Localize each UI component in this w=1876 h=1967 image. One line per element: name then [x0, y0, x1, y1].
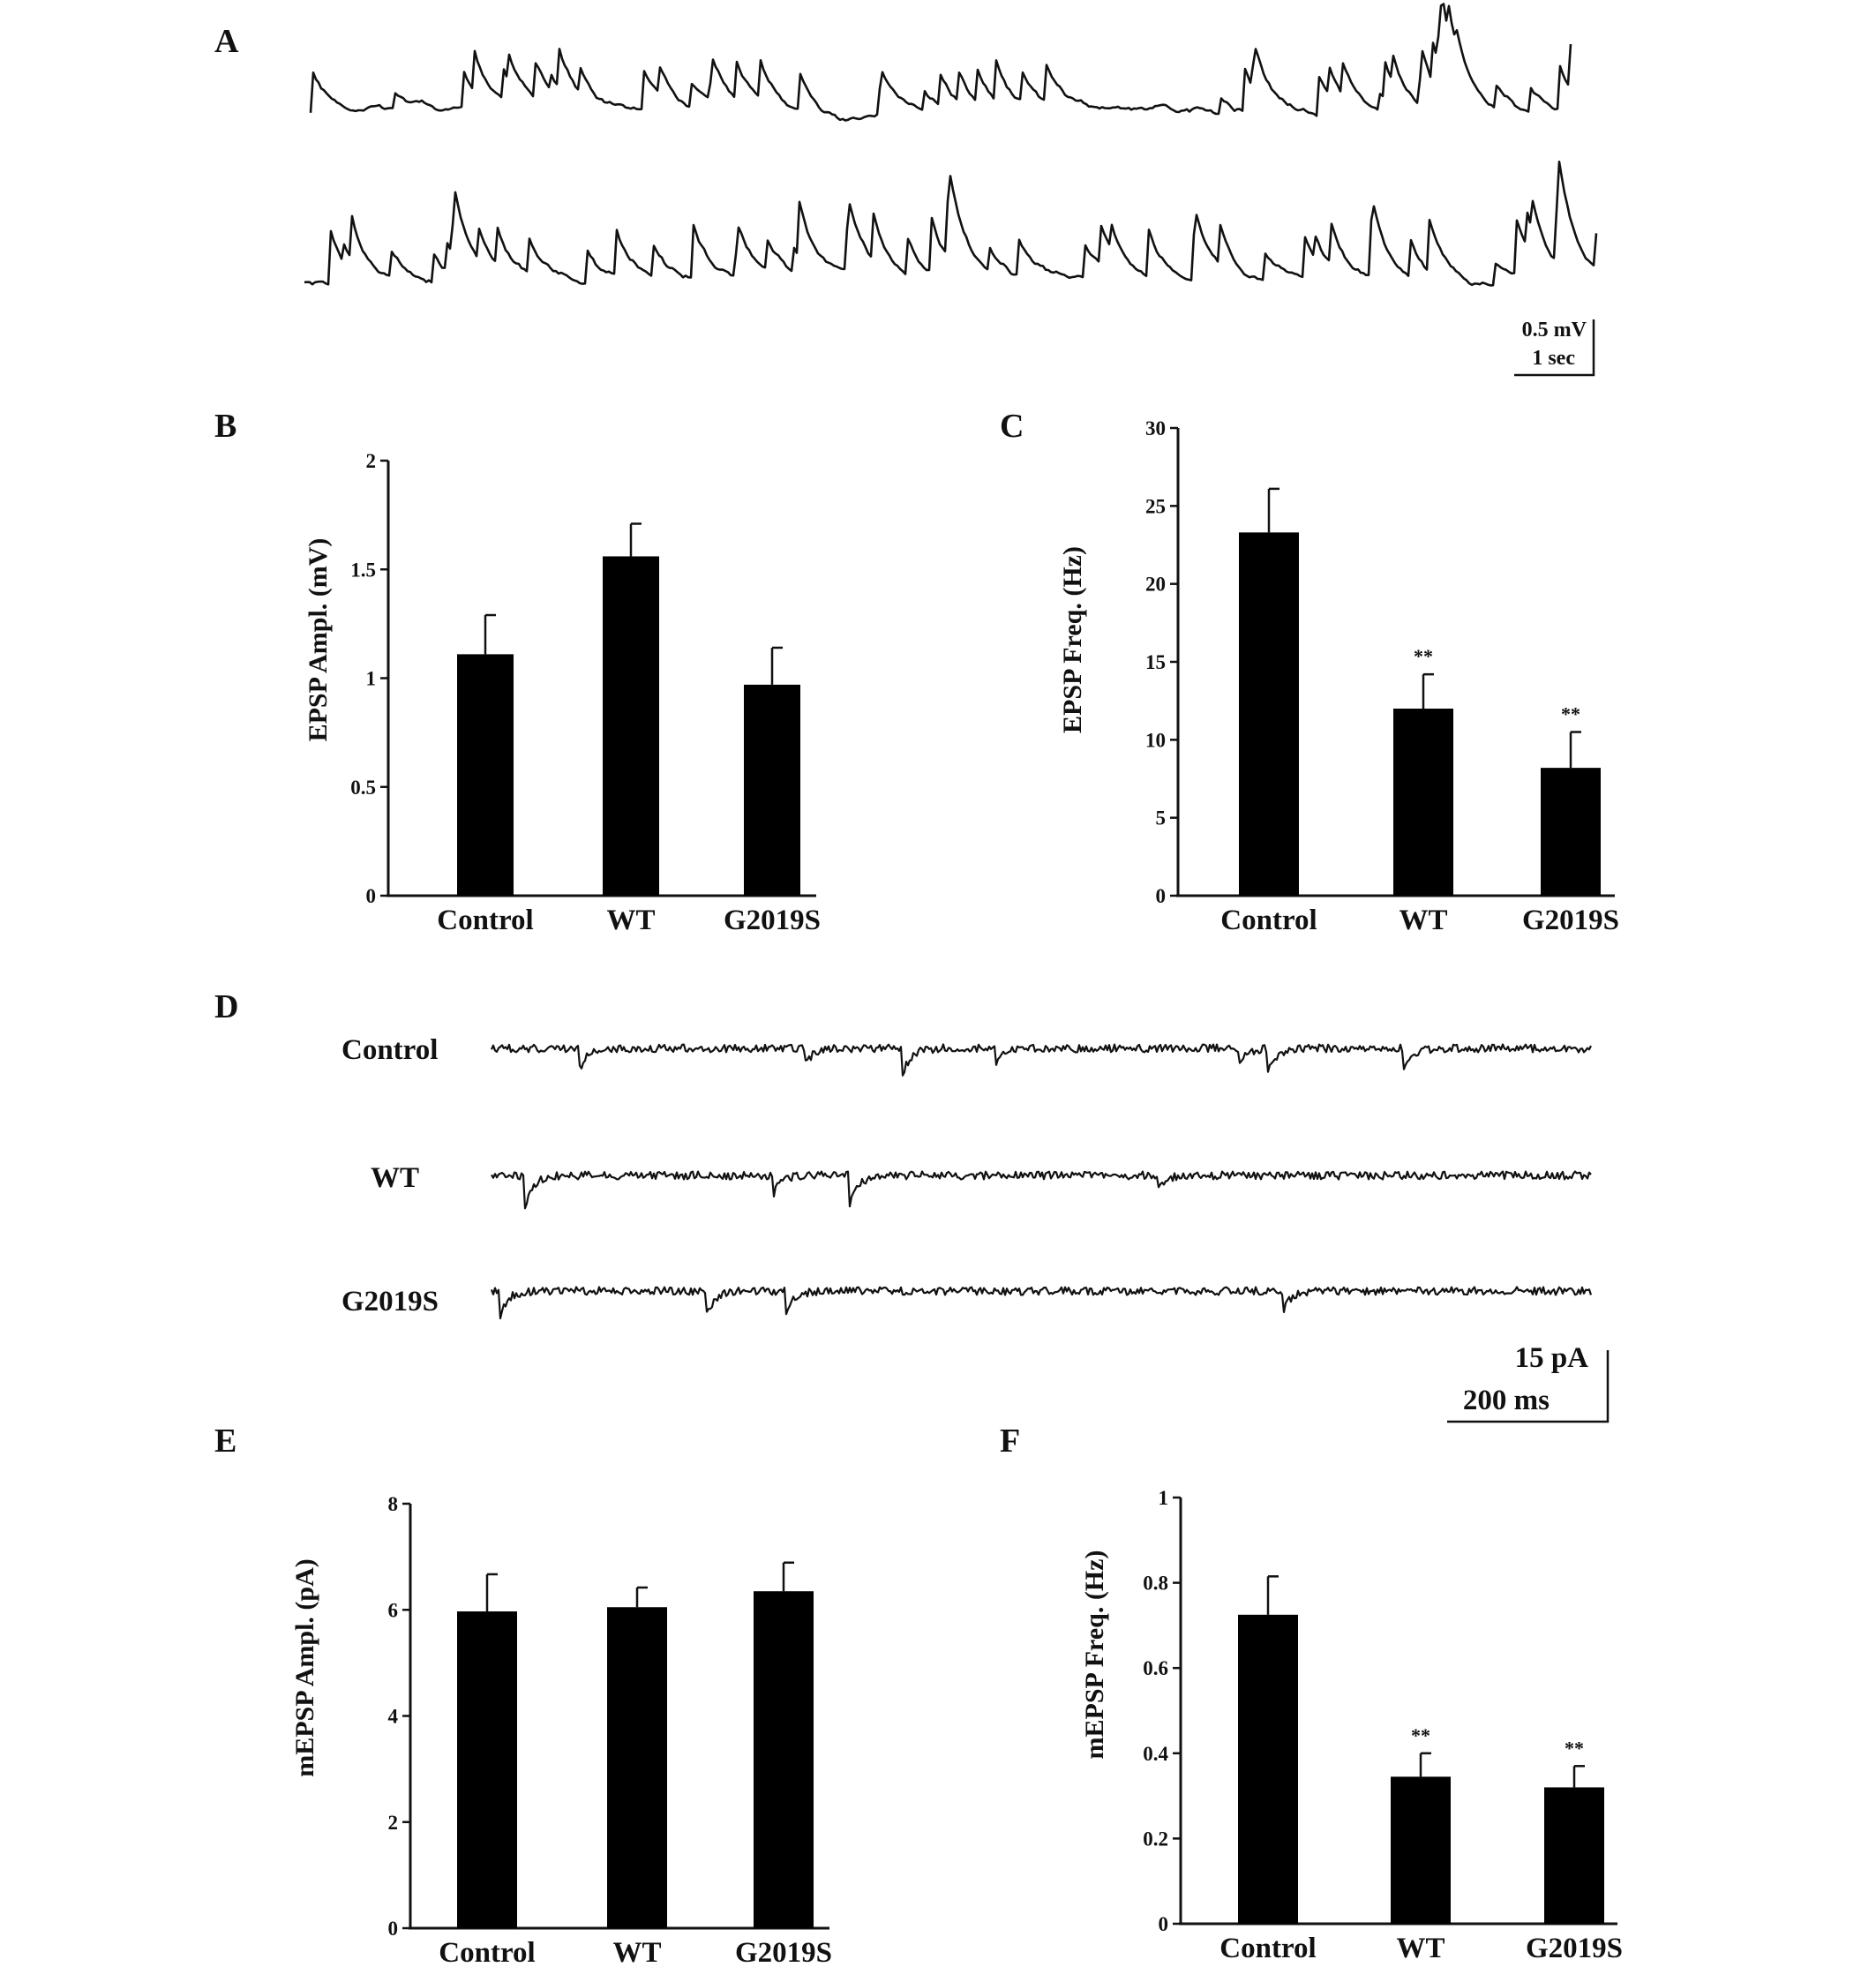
panel-c-y-tick-label: 30 [1145, 417, 1166, 439]
panel-e-y-tick-label: 8 [387, 1493, 398, 1515]
scale-bar-a-amplitude: 0.5 mV [1521, 319, 1587, 342]
panel-c-y-axis-title: EPSP Freq. (Hz) [1058, 546, 1087, 733]
panel-e-y-tick-label: 2 [387, 1811, 398, 1834]
panel-b-letter: B [214, 408, 237, 445]
panel-b-y-axis-title: EPSP Ampl. (mV) [304, 537, 333, 742]
panel-c-y-tick-label: 20 [1145, 573, 1166, 596]
panel-a-letter: A [214, 23, 239, 60]
panel-c-significance-mark: ** [1414, 645, 1433, 668]
panel-c-y-tick-label: 5 [1155, 807, 1166, 830]
panel-c-bar [1393, 709, 1453, 896]
panel-c-bar [1541, 768, 1601, 896]
trace-label-g2019s: G2019S [341, 1286, 439, 1318]
panel-e-y-tick-label: 6 [387, 1599, 398, 1622]
panel-f-y-tick-label: 0.8 [1143, 1572, 1168, 1595]
panel-f-y-tick-label: 0.2 [1143, 1828, 1168, 1851]
panel-b-bar [744, 685, 800, 896]
panel-b-y-tick-label: 2 [365, 450, 376, 472]
panel-e-y-tick-label: 4 [387, 1705, 398, 1728]
panel-f-significance-mark: ** [1565, 1737, 1584, 1760]
trace-label-wt: WT [371, 1162, 420, 1194]
panel-e-category-label: G2019S [734, 1937, 833, 1967]
panel-f-significance-mark: ** [1411, 1723, 1430, 1746]
panel-b-category-label: WT [606, 905, 656, 936]
panel-b-category-label: G2019S [723, 905, 822, 936]
panel-c-bar [1239, 532, 1299, 896]
panel-c-category-label: G2019S [1521, 905, 1620, 936]
panel-f-y-tick-label: 1 [1158, 1487, 1168, 1509]
panel-f-bar [1391, 1776, 1451, 1924]
panel-c-category-label: Control [1220, 905, 1317, 936]
panel-b-y-tick-label: 0 [365, 885, 376, 907]
trace-label-control: Control [341, 1034, 439, 1066]
panel-c-letter: C [1000, 408, 1024, 445]
panel-c-y-tick-label: 10 [1145, 729, 1166, 752]
panel-f-category-label: Control [1219, 1933, 1317, 1964]
panel-e-y-tick-label: 0 [387, 1918, 398, 1940]
panel-e-category-label: Control [439, 1937, 536, 1967]
panel-c-y-tick-label: 25 [1145, 495, 1166, 518]
panel-b-category-label: Control [437, 905, 534, 936]
panel-f-category-label: WT [1396, 1933, 1445, 1964]
panel-f-y-tick-label: 0 [1158, 1913, 1168, 1935]
panel-c-significance-mark: ** [1561, 702, 1580, 725]
panel-c-y-tick-label: 15 [1145, 651, 1166, 673]
panel-f-category-label: G2019S [1525, 1933, 1624, 1964]
panel-e-bar [754, 1591, 814, 1928]
panel-e-bar [457, 1611, 517, 1928]
panel-f-y-tick-label: 0.4 [1143, 1742, 1168, 1765]
panel-b-bar [603, 556, 659, 896]
panel-f-letter: F [1000, 1423, 1021, 1460]
panel-c-category-label: WT [1399, 905, 1448, 936]
panel-e-category-label: WT [612, 1937, 662, 1967]
panel-f-y-tick-label: 0.6 [1143, 1657, 1168, 1680]
panel-e-y-axis-title: mEPSP Ampl. (pA) [290, 1558, 319, 1777]
panel-f-bar [1238, 1615, 1298, 1924]
scale-bar-d-amplitude: 15 pA [1514, 1342, 1588, 1374]
panel-f-y-axis-title: mEPSP Freq. (Hz) [1080, 1550, 1109, 1760]
scale-bar-a-time: 1 sec [1532, 347, 1575, 370]
panel-e-bar [607, 1607, 667, 1928]
panel-e-letter: E [214, 1423, 237, 1460]
panel-f-bar [1544, 1787, 1604, 1924]
panel-d-letter: D [214, 988, 239, 1025]
panel-b-y-tick-label: 1 [365, 667, 376, 690]
panel-b-y-tick-label: 0.5 [350, 776, 376, 799]
scale-bar-d-time: 200 ms [1462, 1385, 1550, 1416]
panel-c-y-tick-label: 0 [1155, 885, 1166, 907]
panel-b-y-tick-label: 1.5 [350, 559, 376, 582]
panel-b-bar [457, 654, 514, 896]
